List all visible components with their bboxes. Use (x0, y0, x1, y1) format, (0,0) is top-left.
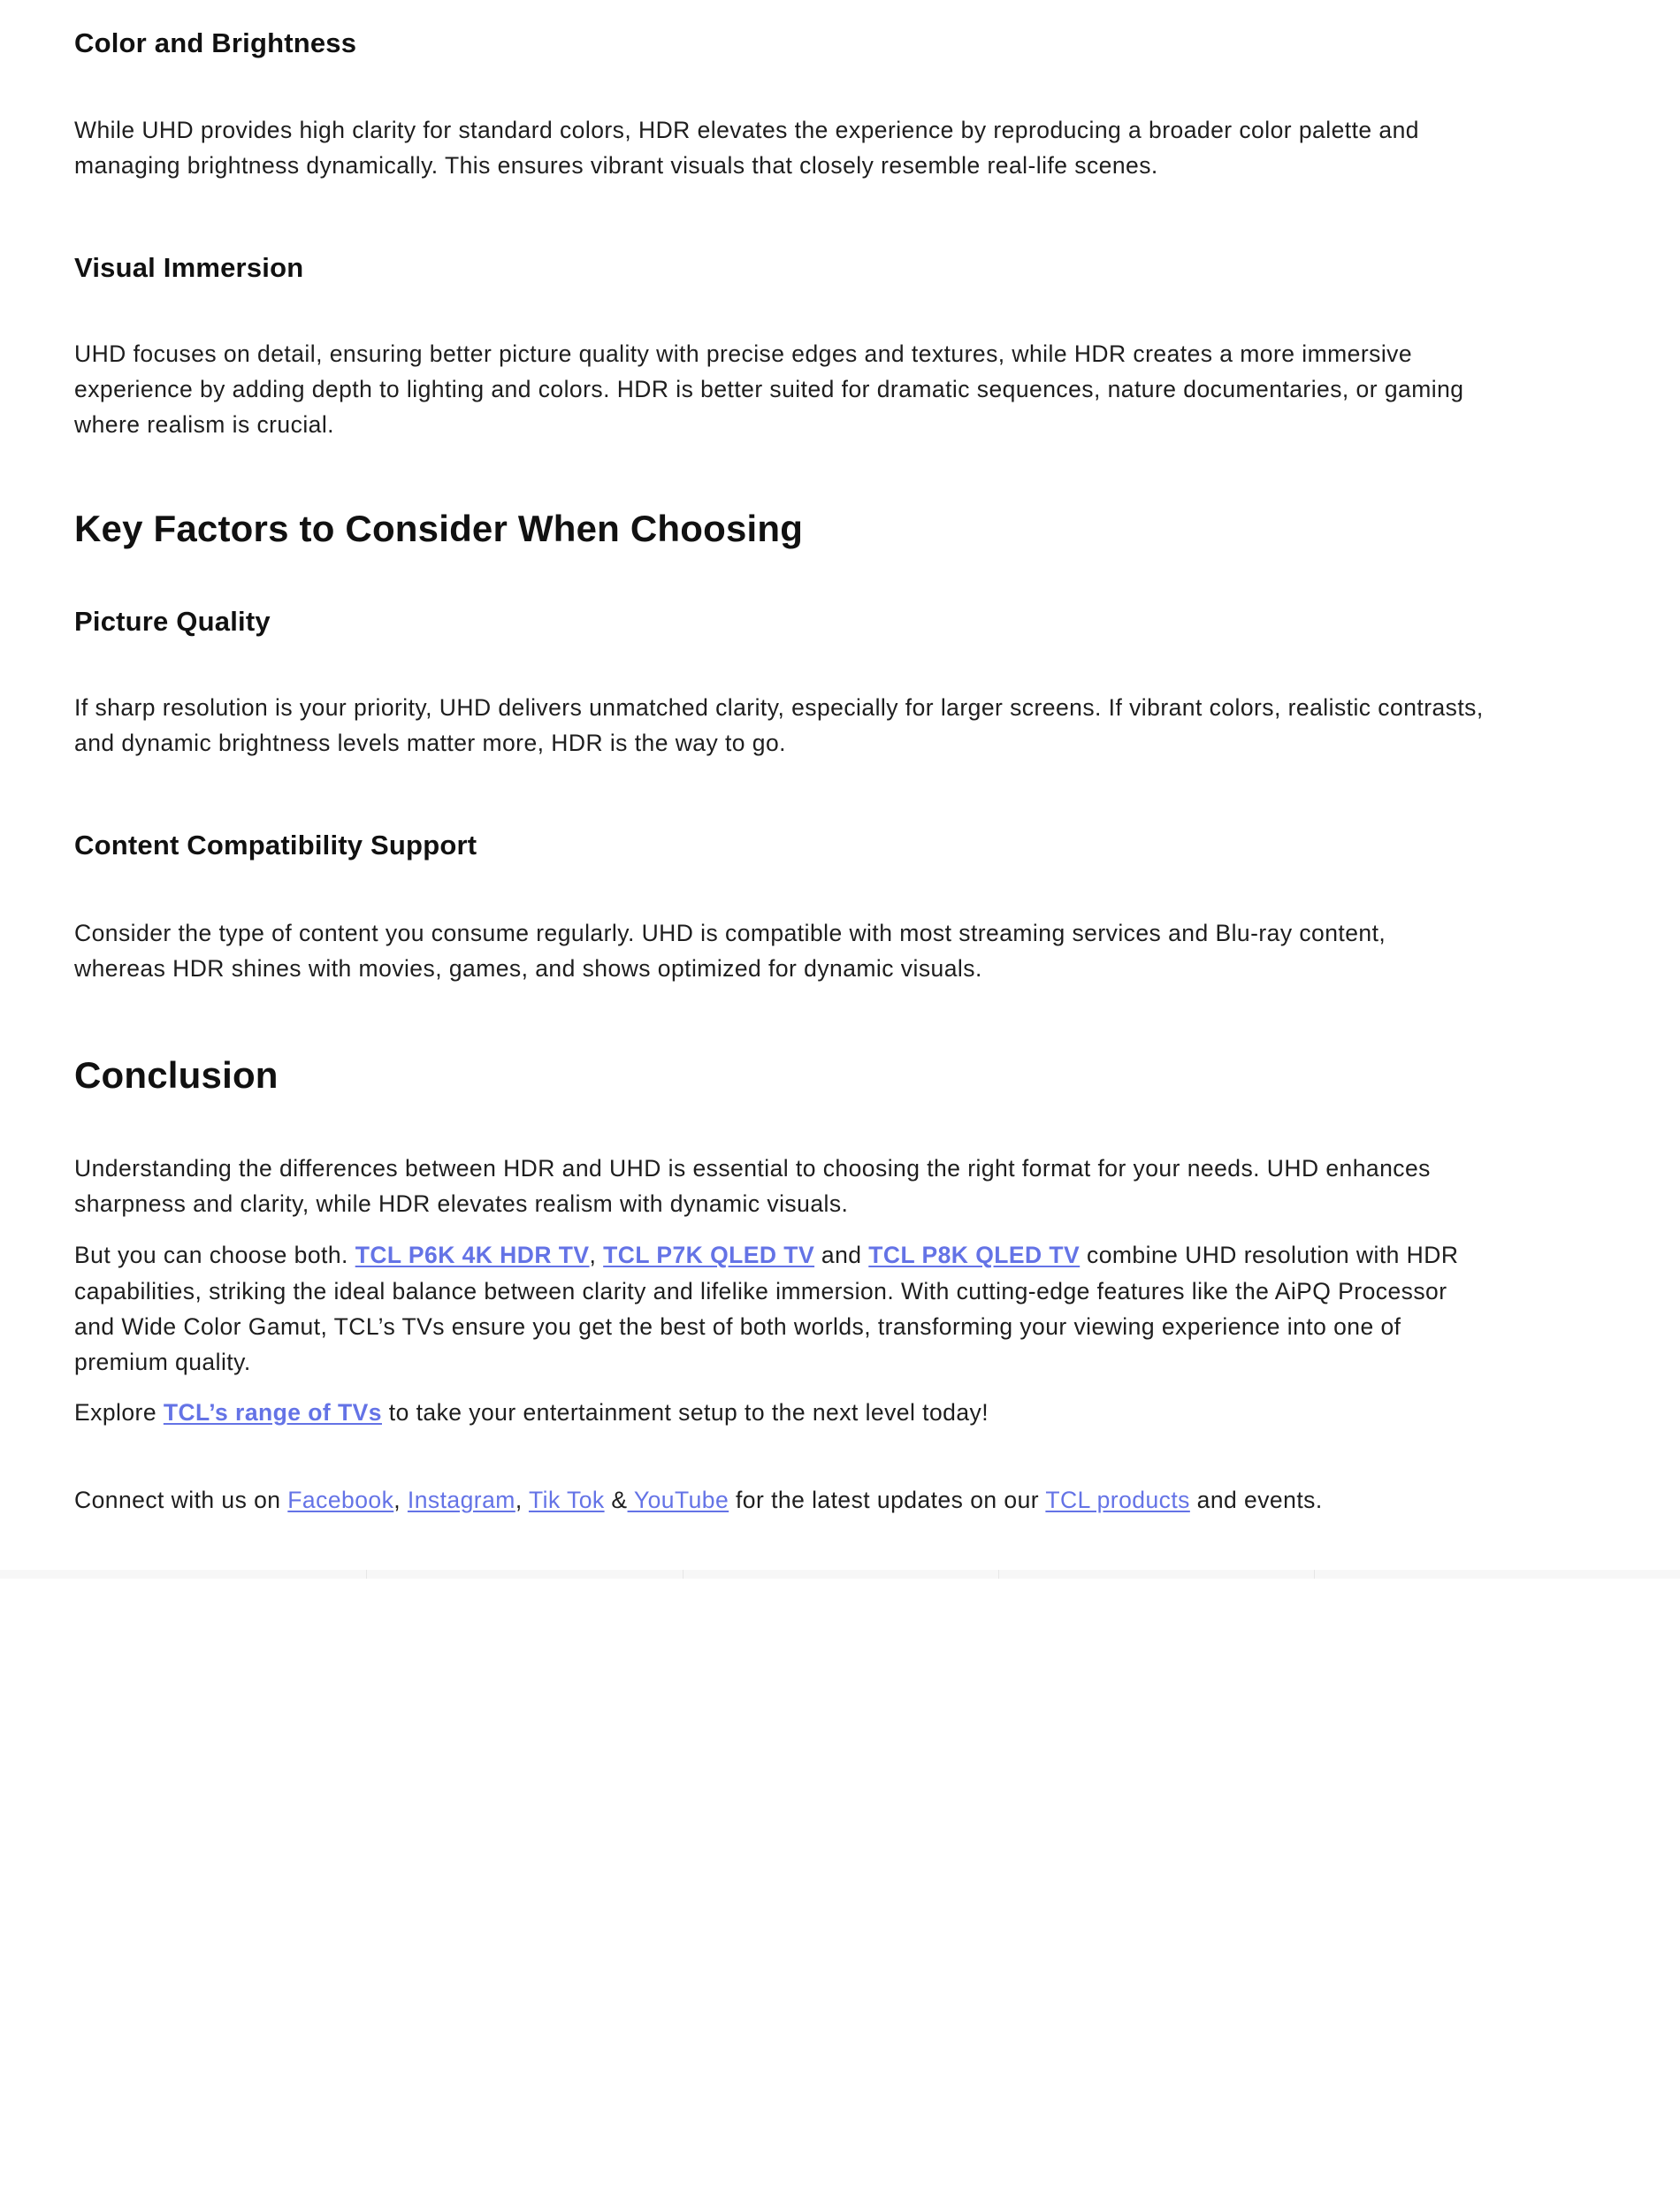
text: combine UHD resolution with HDR (1080, 1242, 1459, 1268)
link-tcl-products[interactable]: TCL products (1045, 1487, 1190, 1513)
text: for the latest updates on our (729, 1487, 1046, 1513)
link-facebook[interactable]: Facebook (287, 1487, 394, 1513)
text: and events. (1189, 1487, 1323, 1513)
paragraph-line: managing brightness dynamically. This ensures vibrant visuals that closely resemble real-life scenes. (74, 152, 1158, 179)
paragraph-line (74, 1240, 1458, 1270)
text: But you can choose both. (74, 1242, 355, 1268)
footer-cell (683, 1570, 999, 1579)
paragraph-line: Understanding the differences between HDR and UHD is essential to choosing the right format for your needs. UHD enhances (74, 1155, 1431, 1182)
link-tcl-p6k[interactable]: TCL P6K 4K HDR TV (355, 1242, 590, 1268)
paragraph-line: If sharp resolution is your priority, UHD delivers unmatched clarity, especially for larger screens. If vibrant colors, realistic contrasts, (74, 694, 1484, 721)
text: Connect with us on (74, 1487, 288, 1513)
link-tcl-p8k[interactable]: TCL P8K QLED TV (868, 1242, 1081, 1268)
heading-conclusion: Conclusion (74, 1054, 279, 1096)
link-youtube[interactable]: YouTube (627, 1487, 729, 1513)
paragraph-line: premium quality. (74, 1349, 251, 1375)
social-links-line (74, 1485, 1323, 1515)
footer-cell (999, 1570, 1315, 1579)
paragraph-line: and dynamic brightness levels matter more, HDR is the way to go. (74, 730, 786, 756)
link-tcl-range-of-tvs[interactable]: TCL’s range of TVs (163, 1399, 382, 1426)
paragraph-line: experience by adding depth to lighting and colors. HDR is better suited for dramatic sequences, nature documentaries, or gaming (74, 376, 1464, 402)
footer-band (0, 1570, 1680, 1579)
footer-cell (367, 1570, 683, 1579)
link-instagram[interactable]: Instagram (407, 1487, 515, 1513)
heading-picture-quality: Picture Quality (74, 606, 271, 637)
paragraph-line: capabilities, striking the ideal balance between clarity and lifelike immersion. With cutting-edge features like the AiPQ Processor (74, 1278, 1447, 1304)
heading-key-factors: Key Factors to Consider When Choosing (74, 508, 804, 549)
paragraph-line: While UHD provides high clarity for standard colors, HDR elevates the experience by reproducing a broader color palette and (74, 117, 1419, 143)
text: Explore (74, 1399, 164, 1426)
text: to take your entertainment setup to the next level today! (381, 1399, 989, 1426)
paragraph-line: and Wide Color Gamut, TCL’s TVs ensure you get the best of both worlds, transforming your viewing experience into one of (74, 1313, 1401, 1340)
text: & (604, 1487, 628, 1513)
text: , (515, 1487, 529, 1513)
link-tcl-p7k[interactable]: TCL P7K QLED TV (603, 1242, 815, 1268)
paragraph-line: whereas HDR shines with movies, games, and shows optimized for dynamic visuals. (74, 955, 982, 982)
paragraph-line: sharpness and clarity, while HDR elevates realism with dynamic visuals. (74, 1190, 849, 1217)
link-tiktok[interactable]: Tik Tok (528, 1487, 605, 1513)
text: , (393, 1487, 408, 1513)
text: , (589, 1242, 604, 1268)
heading-visual-immersion: Visual Immersion (74, 252, 304, 283)
heading-color-brightness: Color and Brightness (74, 27, 357, 58)
paragraph-line: UHD focuses on detail, ensuring better picture quality with precise edges and textures, while HDR creates a more immersive (74, 340, 1413, 367)
footer-cell (1315, 1570, 1680, 1579)
text: and (814, 1242, 869, 1268)
paragraph-line: where realism is crucial. (74, 411, 334, 438)
footer-cell (0, 1570, 367, 1579)
paragraph-line (74, 1397, 989, 1427)
paragraph-line: Consider the type of content you consume regularly. UHD is compatible with most streaming services and Blu-ray content, (74, 920, 1386, 946)
heading-content-compatibility: Content Compatibility Support (74, 830, 477, 861)
